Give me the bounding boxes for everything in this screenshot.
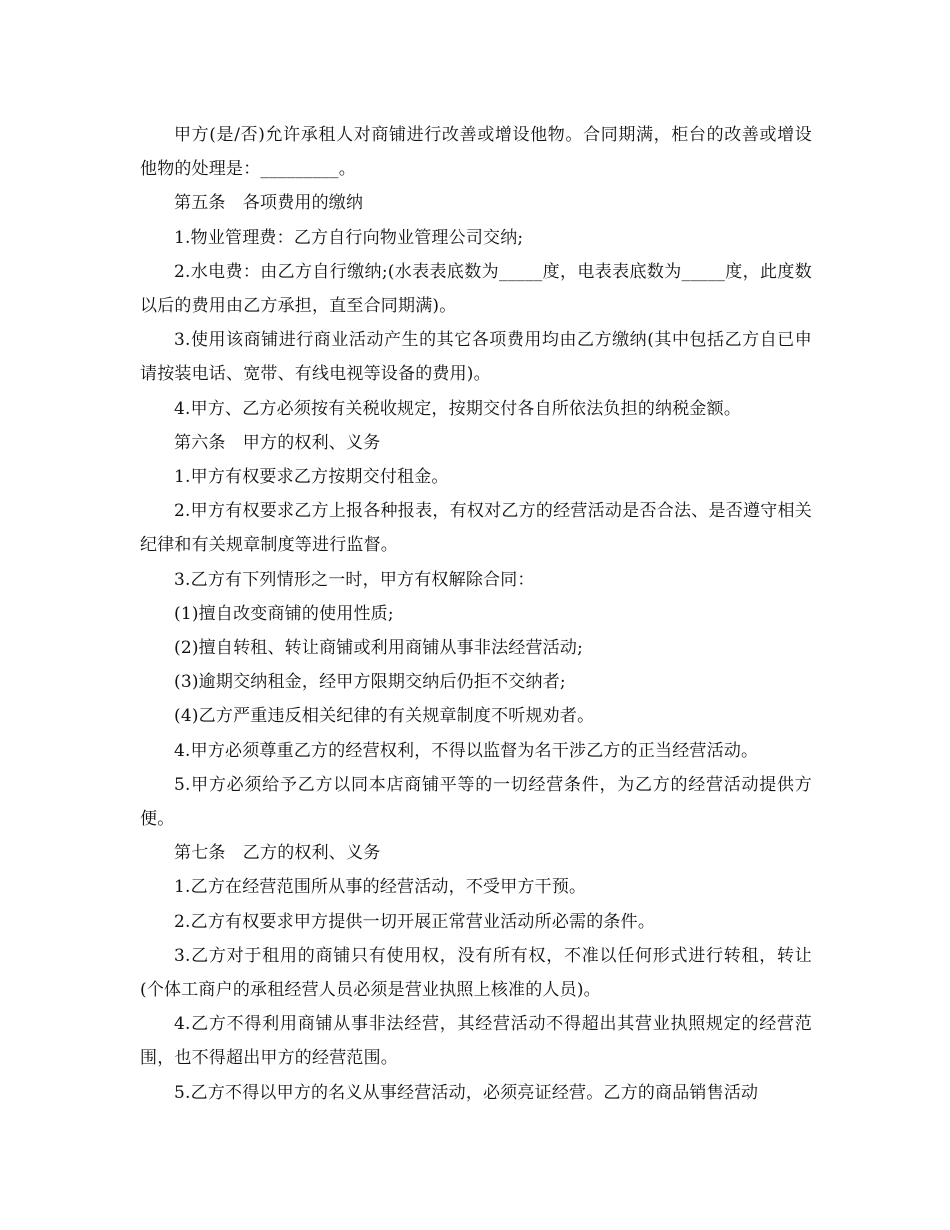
article-5-heading: 第五条 各项费用的缴纳 — [174, 193, 364, 214]
paragraph-property-fee: 1.物业管理费：乙方自行向物业管理公司交纳; — [174, 227, 524, 248]
paragraph-party-a-supervision: 2.甲方有权要求乙方上报各种报表，有权对乙方的经营活动是否合法、是否遵守相关纪律和有关规章制度等进行监督。 — [140, 501, 812, 556]
article-7-heading: 第七条 乙方的权利、义务 — [174, 843, 381, 864]
paragraph-improvements: 甲方(是/否)允许承租人对商铺进行改善或增设他物。合同期满，柜台的改善或增设他物的处理是：_________。 — [140, 125, 812, 180]
list-item-condition-2: (2)擅自转租、转让商铺或利用商铺从事非法经营活动; — [174, 638, 584, 659]
list-item-condition-4: (4)乙方严重违反相关纪律的有关规章制度不听规劝者。 — [174, 706, 595, 727]
paragraph-party-b-freedom: 1.乙方在经营范围所从事的经营活动，不受甲方干预。 — [174, 877, 587, 898]
paragraph-party-a-respect: 4.甲方必须尊重乙方的经营权利，不得以监督为名干涉乙方的正当经营活动。 — [174, 740, 759, 761]
paragraph-party-a-conditions: 5.甲方必须给予乙方以同本店商铺平等的一切经营条件，为乙方的经营活动提供方便。 — [140, 774, 812, 830]
paragraph-party-b-scope: 4.乙方不得利用商铺从事非法经营，其经营活动不得超出其营业执照规定的经营范围，也不得超出甲方的经营范围。 — [140, 1014, 812, 1069]
paragraph-party-b-usage-right: 3.乙方对于租用的商铺只有使用权，没有所有权，不准以任何形式进行转租，转让(个体工商户的承租经营人员必须是营业执照上核准的人员)。 — [140, 945, 812, 1001]
paragraph-taxes: 4.甲方、乙方必须按有关税收规定，按期交付各自所依法负担的纳税金额。 — [174, 398, 742, 419]
paragraph-termination-conditions: 3.乙方有下列情形之一时，甲方有权解除合同： — [174, 569, 535, 590]
paragraph-party-b-request: 2.乙方有权要求甲方提供一切开展正常营业活动所必需的条件。 — [174, 911, 656, 932]
list-item-condition-1: (1)擅自改变商铺的使用性质; — [174, 603, 394, 624]
paragraph-party-a-rent: 1.甲方有权要求乙方按期交付租金。 — [174, 467, 449, 488]
paragraph-other-fees: 3.使用该商铺进行商业活动产生的其它各项费用均由乙方缴纳(其中包括乙方自已申请按装电话、宽带、有线电视等设备的费用)。 — [140, 330, 812, 385]
article-6-heading: 第六条 甲方的权利、义务 — [174, 432, 381, 453]
list-item-condition-3: (3)逾期交纳租金，经甲方限期交纳后仍拒不交纳者; — [174, 672, 566, 693]
paragraph-utilities: 2.水电费：由乙方自行缴纳;(水表表底数为_____度，电表表底数为_____度，此度数以后的费用由乙方承担，直至合同期满)。 — [140, 261, 812, 317]
document-body — [140, 118, 812, 1110]
paragraph-party-b-name: 5.乙方不得以甲方的名义从事经营活动，必须亮证经营。乙方的商品销售活动 — [174, 1082, 759, 1103]
